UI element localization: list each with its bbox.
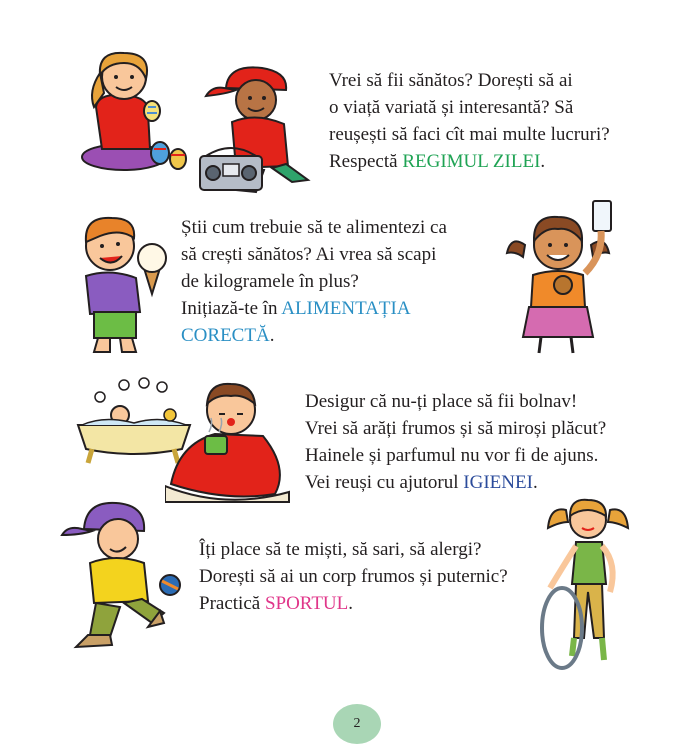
keyword-corecta: CORECTĂ: [181, 325, 270, 346]
sick-boy-in-blanket-illustration: [165, 374, 290, 504]
section-igienei: [305, 388, 606, 496]
cta-prefix: Vei reuși cu ajutorul: [305, 472, 464, 493]
cta-prefix: Inițiază-te în: [181, 298, 282, 319]
call-to-action-continued: [181, 322, 447, 349]
text-line: Dorești să ai un corp frumos și puternic?: [199, 566, 508, 587]
cta-suffix: .: [540, 151, 546, 172]
call-to-action: [181, 295, 447, 322]
cta-prefix: Practică: [199, 593, 265, 614]
text-line: o viață variată și interesantă? Să: [329, 97, 574, 118]
boy-kicking-ball-illustration: [60, 495, 190, 660]
text-line: reușești să faci cît mai multe lucruri?: [329, 124, 610, 145]
cta-suffix: .: [348, 593, 354, 614]
section-regimul-zilei: [329, 67, 610, 175]
text-line: Vrei să arăți frumos și să miroși plăcut?: [305, 418, 607, 439]
call-to-action: [329, 148, 610, 175]
girl-painting-easter-eggs-illustration: [78, 45, 188, 173]
page-number: 2: [353, 716, 361, 731]
keyword-regimul-zilei: REGIMUL ZILEI: [402, 151, 541, 172]
text-line: de kilogramele în plus?: [181, 271, 359, 292]
keyword-igienei: IGIENEI: [463, 472, 533, 493]
text-line: Hainele și parfumul nu vor fi de ajuns.: [305, 445, 599, 466]
section-sportul: [199, 536, 508, 617]
cta-suffix: .: [532, 472, 538, 493]
keyword-sportul: SPORTUL: [264, 593, 349, 614]
call-to-action: [199, 590, 508, 617]
text-line: Îți place să te miști, să sari, să alergi?: [199, 539, 482, 560]
boy-with-ice-cream-illustration: [70, 208, 170, 358]
keyword-alimentatia: ALIMENTAȚIA: [281, 298, 411, 319]
cta-prefix: Respectă: [329, 151, 403, 172]
section-alimentatia-corecta: [181, 214, 447, 349]
page-number-badge: [333, 704, 381, 744]
boy-with-boombox-illustration: [196, 60, 321, 200]
text-line: Știi cum trebuie să te alimentezi ca: [181, 217, 447, 238]
text-line: Desigur că nu-ți place să fii bolnav!: [305, 391, 578, 412]
girl-with-milk-and-cookie-illustration: [505, 195, 625, 360]
text-line: să crești sănătos? Ai vrea să scapi: [181, 244, 437, 265]
text-line: Vrei să fii sănătos? Dorești să ai: [329, 70, 573, 91]
cta-suffix: .: [269, 325, 275, 346]
gymnast-girl-with-hoop-illustration: [536, 488, 646, 678]
